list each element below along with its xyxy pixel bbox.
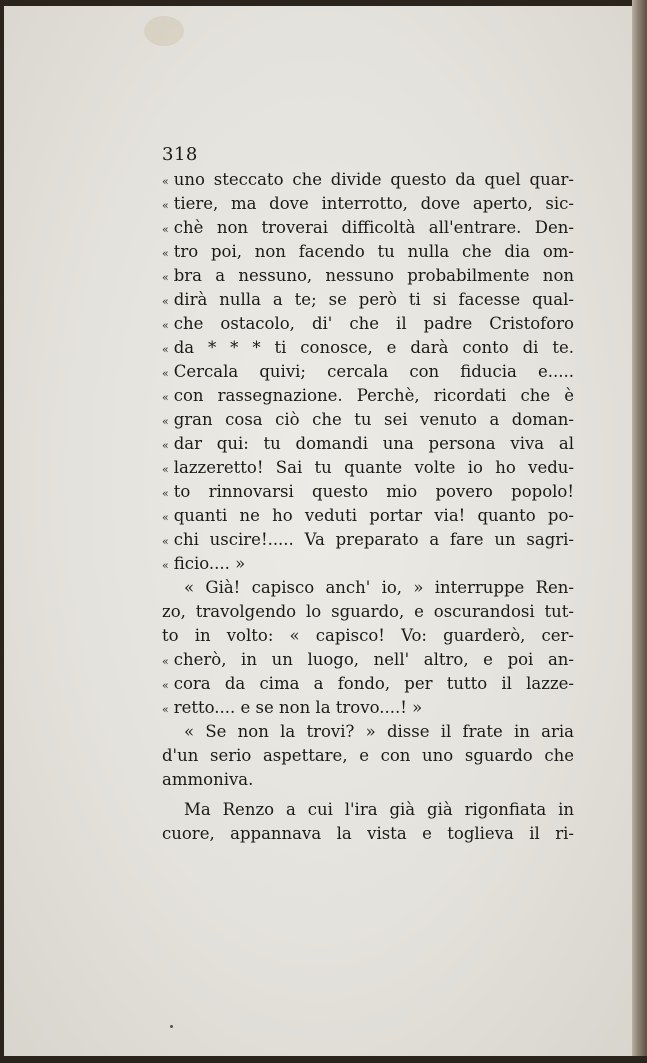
text-line: « lazzeretto! Sai tu quante volte io ho vedu- (162, 458, 574, 477)
text-line: « chè non troverai difficoltà all'entrare. Den- (162, 218, 574, 237)
ink-speck (170, 1025, 173, 1028)
text-line: « quanti ne ho veduti portar via! quanto po- (162, 506, 574, 525)
page-number: 318 (162, 144, 198, 165)
text-line: zo, travolgendo lo sguardo, e oscurandosi tut- (162, 602, 574, 621)
text-line: d'un serio aspettare, e con uno sguardo che (162, 746, 574, 765)
text-line: to in volto: « capisco! Vo: guarderò, cer- (162, 626, 574, 645)
text-line: « gran cosa ciò che tu sei venuto a doman- (162, 410, 574, 429)
text-line: « dirà nulla a te; se però ti si facesse qual- (162, 290, 574, 309)
text-line: « Già! capisco anch' io, » interruppe Ren- (184, 578, 574, 597)
text-line: « to rinnovarsi questo mio povero popolo! (162, 482, 574, 501)
text-line: « cora da cima a fondo, per tutto il lazze- (162, 674, 574, 693)
text-line: « dar qui: tu domandi una persona viva al (162, 434, 574, 453)
text-line: « bra a nessuno, nessuno probabilmente non (162, 266, 574, 285)
text-line: « cherò, in un luogo, nell' altro, e poi an- (162, 650, 574, 669)
text-line: « Cercala quivi; cercala con fiducia e..... (162, 362, 574, 381)
text-line: « con rassegnazione. Perchè, ricordati che è (162, 386, 574, 405)
text-line: « chi uscire!..... Va preparato a fare un sagri- (162, 530, 574, 549)
text-line: « ficio.... » (162, 554, 246, 573)
text-line: « tiere, ma dove interrotto, dove aperto, sic- (162, 194, 574, 213)
text-line: « che ostacolo, di' che il padre Cristoforo (162, 314, 574, 333)
bottom-edge (0, 1056, 647, 1063)
text-line: « uno steccato che divide questo da quel quar- (162, 170, 574, 189)
text-line: ammoniva. (162, 770, 254, 789)
text-line: « tro poi, non facendo tu nulla che dia om- (162, 242, 574, 261)
text-line: « da * * * ti conosce, e darà conto di te. (162, 338, 574, 357)
text-line: cuore, appannava la vista e toglieva il ri- (162, 824, 574, 843)
page-edge (632, 0, 647, 1063)
text-line: « Se non la trovi? » disse il frate in aria (184, 722, 574, 741)
paper-stain (144, 16, 184, 46)
text-line: « retto.... e se non la trovo....! » (162, 698, 423, 717)
text-line: Ma Renzo a cui l'ira già già rigonfiata in (184, 800, 574, 819)
